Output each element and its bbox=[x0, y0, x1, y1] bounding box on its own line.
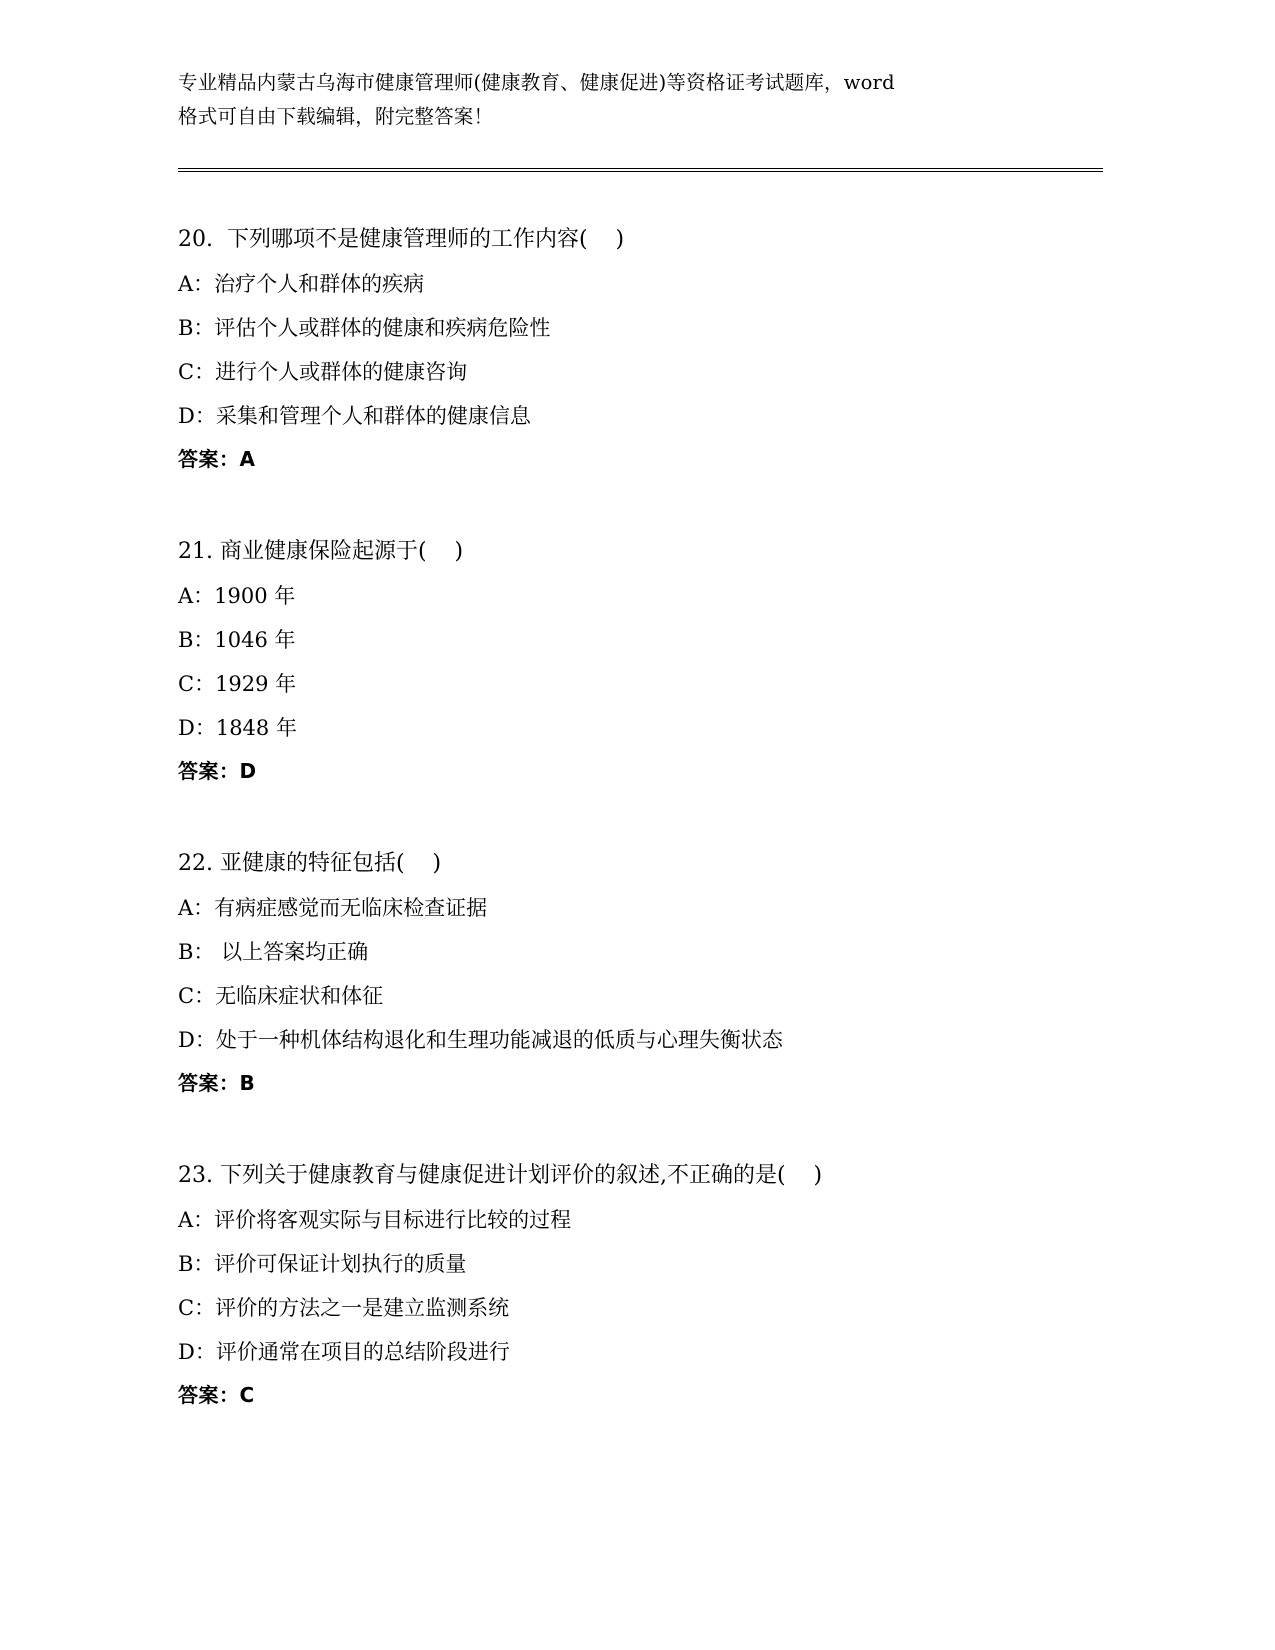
answer-line: 答案：C bbox=[178, 1383, 255, 1407]
option-a: A：1900 年 bbox=[178, 584, 296, 608]
questions-container bbox=[178, 218, 1108, 1468]
question-title: 20. 下列哪项不是健康管理师的工作内容( ) bbox=[178, 227, 625, 252]
option-c: C：进行个人或群体的健康咨询 bbox=[178, 360, 468, 384]
option-a: A：评价将客观实际与目标进行比较的过程 bbox=[178, 1208, 572, 1232]
option-d: D：1848 年 bbox=[178, 716, 297, 740]
option-a: A：治疗个人和群体的疾病 bbox=[178, 272, 425, 296]
option-c: C：无临床症状和体征 bbox=[178, 984, 384, 1008]
header-divider bbox=[178, 168, 1103, 172]
question-block bbox=[178, 530, 1108, 792]
question-title: 23. 下列关于健康教育与健康促进计划评价的叙述,不正确的是( ) bbox=[178, 1163, 823, 1188]
option-b: B： 以上答案均正确 bbox=[178, 940, 369, 964]
answer-line: 答案：B bbox=[178, 1071, 256, 1095]
answer-line: 答案：A bbox=[178, 447, 256, 471]
option-d: D：采集和管理个人和群体的健康信息 bbox=[178, 404, 531, 428]
option-c: C：1929 年 bbox=[178, 672, 297, 696]
header-line-1: 专业精品内蒙古乌海市健康管理师(健康教育、健康促进)等资格证考试题库，word bbox=[178, 71, 895, 94]
option-b: B：评估个人或群体的健康和疾病危险性 bbox=[178, 316, 551, 340]
answer-line: 答案：D bbox=[178, 759, 257, 783]
option-c: C：评价的方法之一是建立监测系统 bbox=[178, 1296, 510, 1320]
option-d: D：处于一种机体结构退化和生理功能减退的低质与心理失衡状态 bbox=[178, 1028, 783, 1052]
option-a: A：有病症感觉而无临床检查证据 bbox=[178, 896, 488, 920]
question-block bbox=[178, 842, 1108, 1104]
header-line-2: 格式可自由下载编辑，附完整答案！ bbox=[178, 105, 494, 128]
option-b: B：1046 年 bbox=[178, 628, 296, 652]
page-header bbox=[178, 66, 1103, 134]
question-block bbox=[178, 1154, 1108, 1416]
option-d: D：评价通常在项目的总结阶段进行 bbox=[178, 1340, 510, 1364]
question-block bbox=[178, 218, 1108, 480]
option-b: B：评价可保证计划执行的质量 bbox=[178, 1252, 467, 1276]
question-title: 21. 商业健康保险起源于( ) bbox=[178, 539, 464, 564]
question-title: 22. 亚健康的特征包括( ) bbox=[178, 851, 442, 876]
